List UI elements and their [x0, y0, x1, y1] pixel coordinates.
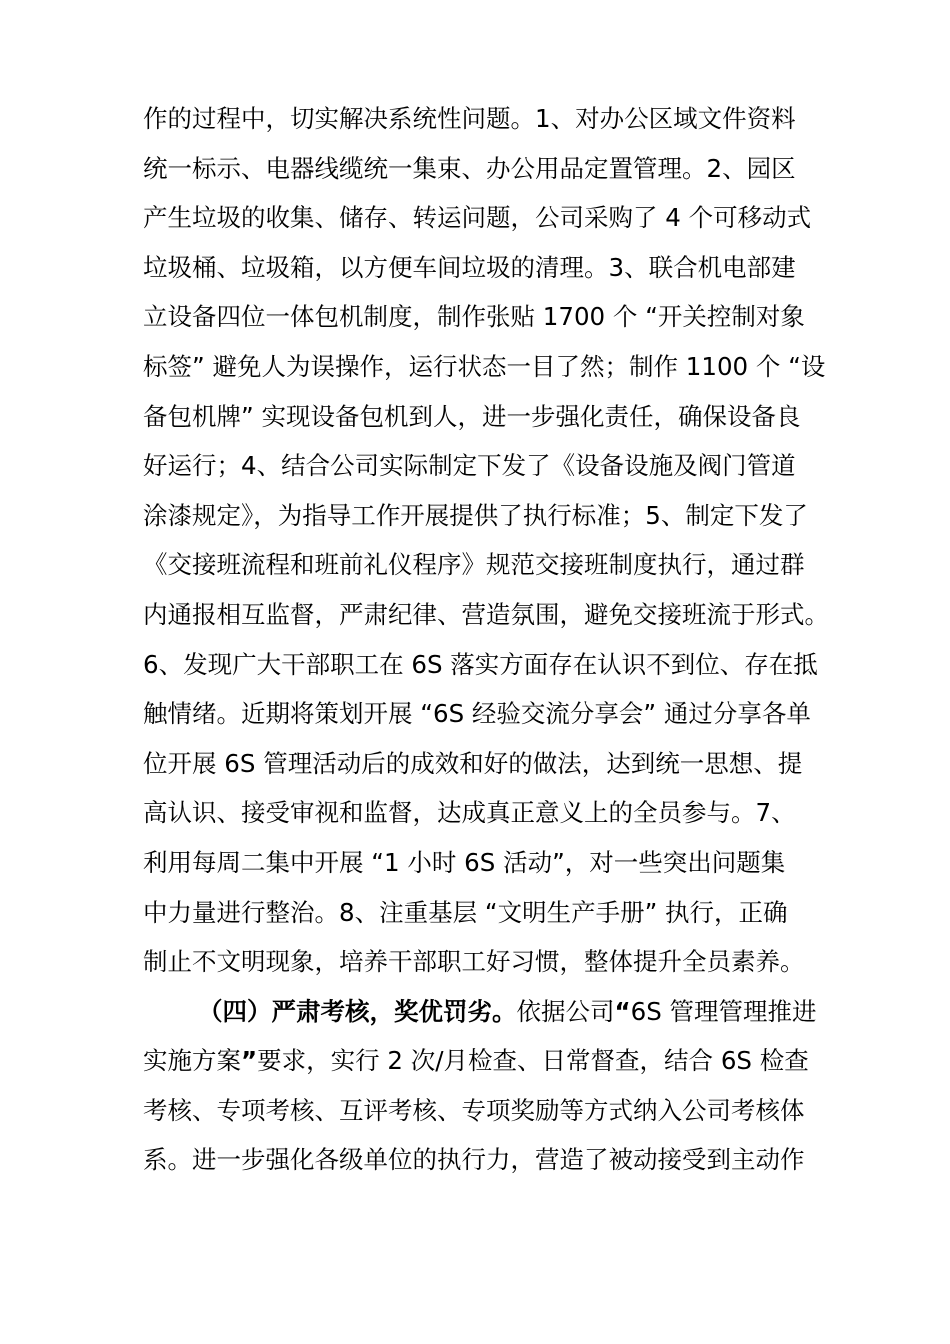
section-four-line-3: 考核、专项考核、互评考核、专项奖励等方式纳入公司考核体 — [143, 1095, 805, 1125]
section-four-lead-text: 依据公司 — [516, 996, 615, 1026]
paragraph-line-12: 6、发现广大干部职工在 6S 落实方面存在认识不到位、存在抵 — [143, 649, 818, 679]
paragraph-line-9: 涂漆规定》，为指导工作开展提供了执行标准；5、制定下发了 — [143, 500, 808, 530]
quote-close-mark: ” — [241, 1046, 258, 1076]
paragraph-line-8: 好运行；4、结合公司实际制定下发了《设备设施及阀门管道 — [143, 451, 796, 481]
paragraph-line-6: 标签” 避免人为误操作，运行状态一目了然；制作 1100 个 “设 — [143, 351, 826, 381]
paragraph-line-2: 统一标示、电器线缆统一集束、办公用品定置管理。2、园区 — [143, 153, 796, 183]
section-four-heading: （四）严肃考核，奖优罚劣。 — [198, 996, 517, 1026]
paragraph-line-3: 产生垃圾的收集、储存、转运问题，公司采购了 4 个可移动式 — [143, 203, 812, 233]
section-four-first-line — [143, 987, 843, 1037]
paragraph-line-13: 触情绪。近期将策划开展 “6S 经验交流分享会” 通过分享各单 — [143, 699, 811, 729]
section-four-quoted-title-end: 实施方案 — [143, 1046, 241, 1076]
quote-open-mark: “ — [614, 996, 631, 1026]
paragraph-line-4: 垃圾桶、垃圾箱，以方便车间垃圾的清理。3、联合机电部建 — [143, 252, 796, 282]
section-four-quoted-title-start: 6S 管理管理推进 — [630, 996, 817, 1026]
section-four-requirement-text: 要求，实行 2 次/月检查、日常督查，结合 6S 检查 — [257, 1046, 809, 1076]
section-four-line-4: 系。进一步强化各级单位的执行力，营造了被动接受到主动作 — [143, 1145, 805, 1175]
paragraph-line-14: 位开展 6S 管理活动后的成效和好的做法，达到统一思想、提 — [143, 748, 803, 778]
paragraph-line-7: 备包机牌” 实现设备包机到人，进一步强化责任，确保设备良 — [143, 401, 801, 431]
body-text — [143, 94, 843, 1185]
paragraph-line-1: 作的过程中，切实解决系统性问题。1、对办公区域文件资料 — [143, 104, 796, 133]
paragraph-line-17: 中力量进行整治。8、注重基层 “文明生产手册” 执行，正确 — [143, 897, 788, 927]
paragraph-line-10: 《交接班流程和班前礼仪程序》规范交接班制度执行，通过群 — [143, 550, 805, 580]
paragraph-line-15: 高认识、接受审视和监督，达成真正意义上的全员参与。7、 — [143, 798, 796, 828]
paragraph-line-16: 利用每周二集中开展 “1 小时 6S 活动”，对一些突出问题集 — [143, 847, 786, 877]
paragraph-line-18: 制止不文明现象，培养干部职工好习惯，整体提升全员素养。 — [143, 947, 805, 977]
paragraph-line-11: 内通报相互监督，严肃纪律、营造氛围，避免交接班流于形式。 — [143, 599, 829, 629]
section-four-second-line — [143, 1036, 843, 1086]
paragraph-line-5: 立设备四位一体包机制度，制作张贴 1700 个 “开关控制对象 — [143, 302, 805, 332]
